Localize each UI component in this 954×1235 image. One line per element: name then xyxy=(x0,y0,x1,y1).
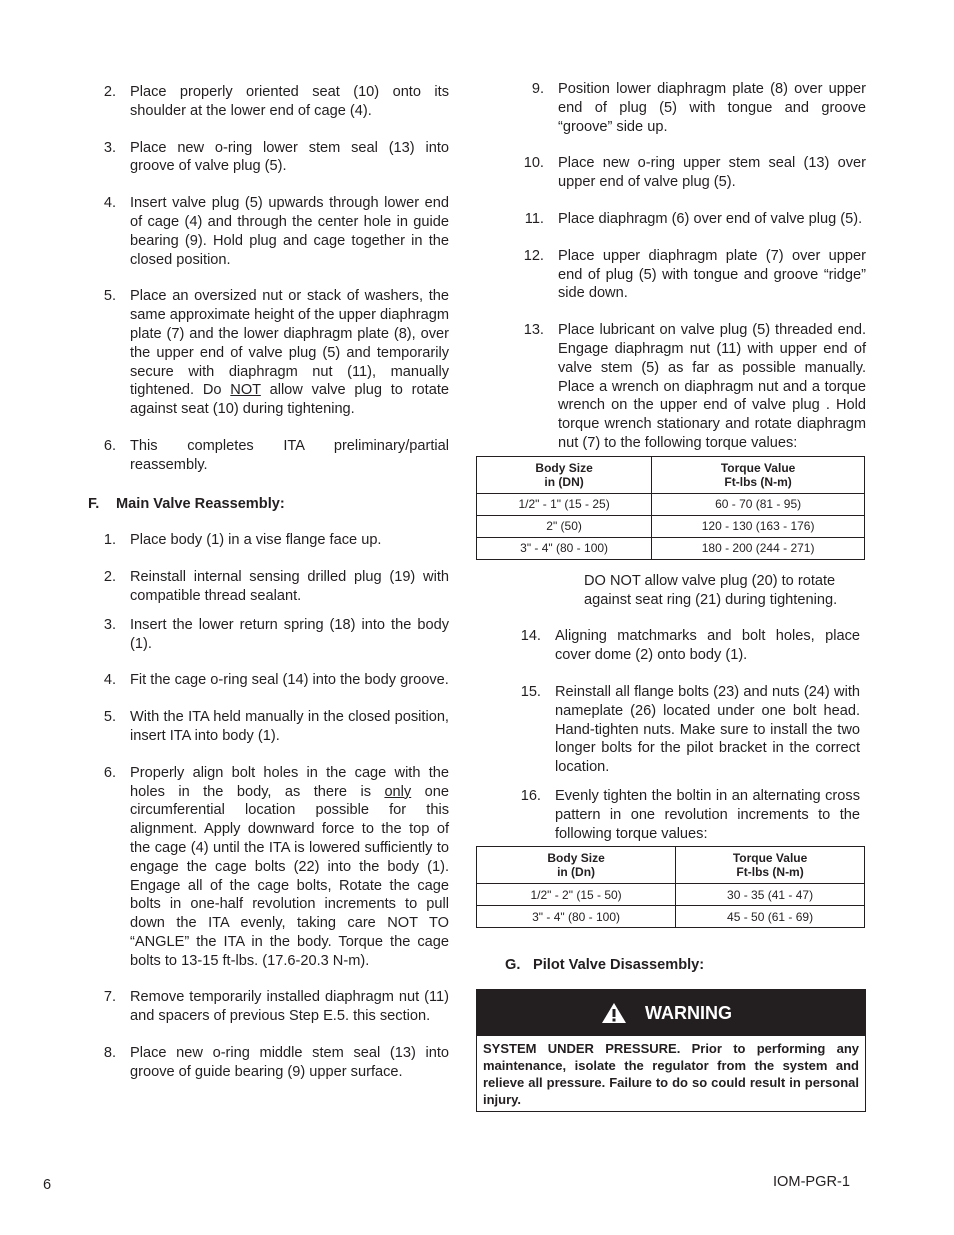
section-heading-g xyxy=(505,956,866,975)
header-text: Torque Value xyxy=(732,851,808,866)
item-text: Reinstall all flange bolts (23) and nuts (24) with nameplate (26) located under one bolt head. Hand-tighten nuts. Make sure to install the two longer bolts for the pilot bracket in the correct location. xyxy=(555,683,860,776)
item-number: 16. xyxy=(520,787,541,804)
item-text: Insert the lower return spring (18) into the body (1). xyxy=(130,616,449,652)
table-cell: 120 - 130 (163 - 176) xyxy=(652,515,865,537)
item-text: Remove temporarily installed diaphragm nut (11) and spacers of previous Step E.5. this section. xyxy=(130,989,449,1025)
list-item xyxy=(476,154,866,192)
left-column xyxy=(88,83,449,1100)
list-item xyxy=(88,616,449,654)
list-item xyxy=(88,437,449,475)
warning-box xyxy=(476,989,866,1112)
item-number: 4. xyxy=(103,195,116,212)
item-text xyxy=(130,287,449,419)
item-text: Evenly tighten the boltin in an alternating cross pattern in one revolution increments to the following torque values: xyxy=(555,787,860,842)
header-text: Ft-lbs (N-m) xyxy=(736,865,804,880)
item-text-part: Properly align bolt holes in the cage with the holes in the body, as there is xyxy=(130,764,449,800)
item-text: This completes ITA preliminary/partial reassembly. xyxy=(130,437,449,473)
table-cell: 3" - 4" (80 - 100) xyxy=(477,537,652,559)
underlined-word: only xyxy=(384,783,412,800)
item-text: Place diaphragm (6) over end of valve plug (5). xyxy=(558,210,863,227)
table-cell: 30 - 35 (41 - 47) xyxy=(676,884,865,906)
item-text: Fit the cage o-ring seal (14) into the body groove. xyxy=(130,672,449,689)
header-text: in (Dn) xyxy=(557,865,596,880)
section-letter: G. xyxy=(505,957,521,974)
table-cell: 2" (50) xyxy=(477,515,652,537)
table-row xyxy=(477,906,865,928)
right-column xyxy=(476,80,866,1112)
item-text xyxy=(130,764,449,971)
item-text: Place upper diaphragm plate (7) over upper end of plug (5) with tongue and groove “ridge” side down. xyxy=(558,247,866,302)
warning-header xyxy=(477,990,865,1036)
item-text: Place new o-ring lower stem seal (13) into groove of valve plug (5). xyxy=(130,139,449,175)
list-item xyxy=(476,80,866,136)
section-letter: F. xyxy=(88,495,100,512)
table-header-row xyxy=(477,847,865,884)
page-number: 6 xyxy=(43,1177,52,1193)
table-header-torque xyxy=(652,456,865,493)
list-item xyxy=(476,683,866,777)
table-cell: 1/2" - 2" (15 - 50) xyxy=(477,884,676,906)
item-number: 13. xyxy=(523,322,544,339)
item-number: 7. xyxy=(103,989,116,1006)
header-text: Ft-lbs (N-m) xyxy=(724,474,792,489)
list-item xyxy=(88,988,449,1026)
table-row xyxy=(477,493,865,515)
item-number: 14. xyxy=(520,628,541,645)
table-header-body-size xyxy=(477,456,652,493)
table-header-row xyxy=(477,456,865,493)
item-number: 6. xyxy=(103,437,116,454)
warning-title: WARNING xyxy=(645,1002,732,1023)
item-text-part: allow valve plug to rotate against seat (10) during tightening. xyxy=(130,382,449,418)
item-text: Place body (1) in a vise flange face up. xyxy=(130,532,382,549)
item-number: 9. xyxy=(531,81,544,97)
section-title: Main Valve Reassembly: xyxy=(116,495,285,512)
section-title: Pilot Valve Disassembly: xyxy=(533,957,705,974)
torque-table-flange xyxy=(476,846,865,928)
list-item xyxy=(88,194,449,269)
header-text: Torque Value xyxy=(720,460,796,475)
item-number: 2. xyxy=(103,569,116,586)
item-number: 5. xyxy=(103,288,116,305)
table-row xyxy=(477,537,865,559)
list-item xyxy=(88,287,449,419)
item-number: 15. xyxy=(520,683,541,700)
section-heading-f xyxy=(88,495,449,514)
item-text: With the ITA held manually in the closed position, insert ITA into body (1). xyxy=(130,709,449,744)
item-number: 3. xyxy=(103,616,116,633)
table-cell: 3" - 4" (80 - 100) xyxy=(477,906,676,928)
list-item xyxy=(88,708,449,746)
list-item xyxy=(88,764,449,971)
list-item xyxy=(476,787,866,843)
item-text: Place new o-ring upper stem seal (13) over upper end of valve plug (5). xyxy=(558,155,866,191)
item-number: 3. xyxy=(103,139,116,156)
item-number: 1. xyxy=(103,532,116,549)
torque-table-diaphragm xyxy=(476,456,865,560)
list-item xyxy=(88,1044,449,1082)
table-cell: 45 - 50 (61 - 69) xyxy=(676,906,865,928)
item-number: 4. xyxy=(103,672,116,689)
item-text: Place new o-ring middle stem seal (13) into groove of guide bearing (9) upper surface. xyxy=(130,1045,449,1080)
table-cell: 180 - 200 (244 - 271) xyxy=(652,537,865,559)
list-item xyxy=(476,210,866,229)
warning-triangle-icon xyxy=(601,1002,627,1024)
document-id: IOM-PGR-1 xyxy=(773,1174,851,1190)
item-number: 11. xyxy=(524,210,544,227)
table-cell: 1/2" - 1" (15 - 25) xyxy=(477,493,652,515)
item-number: 2. xyxy=(103,84,116,100)
warning-text: SYSTEM UNDER PRESSURE. Prior to performing any maintenance, isolate the regulator from the system and relieve all pressure. Failure to do so could result in personal injury. xyxy=(483,1041,859,1108)
item-text: Position lower diaphragm plate (8) over upper end of plug (5) with tongue and groove “groove” side up. xyxy=(558,81,866,135)
item-text: Place lubricant on valve plug (5) threaded end. Engage diaphragm nut (11) with upper end of valve stem (5) as far as possible manually. Place a wrench on diaphragm nut and a torque wrench on the upper end of valve plug . Hold torque wrench stationary and rotate diaphragm nut (7) to the following torque values: xyxy=(558,322,866,451)
table-header-torque xyxy=(676,847,865,884)
table-row xyxy=(477,884,865,906)
item-number: 6. xyxy=(103,764,116,781)
item-text-part: Place an oversized nut or stack of washers, the same approximate height of the upper diaphragm plate (7) and the lower diaphragm plate (8), over the upper end of valve plug (5) and temporarily secure with diaphragm nut (11), manually tightened. Do xyxy=(130,288,449,399)
item-text: Insert valve plug (5) upwards through lower end of cage (4) and through the center hole in guide bearing (9). Hold plug and cage together in the closed position. xyxy=(130,195,449,268)
list-item xyxy=(88,139,449,177)
item-number: 5. xyxy=(103,709,116,726)
underlined-word: NOT xyxy=(230,382,261,399)
list-item xyxy=(88,568,449,606)
table-header-body-size xyxy=(477,847,676,884)
item-number: 12. xyxy=(523,247,544,264)
note-text: DO NOT allow valve plug (20) to rotate against seat ring (21) during tightening. xyxy=(584,572,838,608)
list-item xyxy=(476,627,866,665)
header-text: Body Size xyxy=(535,460,593,475)
item-text: Place properly oriented seat (10) onto its shoulder at the lower end of cage (4). xyxy=(130,84,449,119)
item-text: Reinstall internal sensing drilled plug (19) with compatible thread sealant. xyxy=(130,569,449,604)
list-item xyxy=(88,671,449,690)
table-row xyxy=(477,515,865,537)
item-text: Aligning matchmarks and bolt holes, place cover dome (2) onto body (1). xyxy=(555,628,860,664)
item-text-part: one circumferential location possible for this alignment. Apply downward force to the top of the cage (4) until the ITA is lowered sufficiently to engage the cage bolts (22) into the body (1). Engage all of the cage bolts, Rotate the cage bolts in one-half revolution increments to pull down the ITA evenly, taking care NOT TO “ANGLE” the ITA in the body. Torque the cage bolts to 13-15 ft-lbs. (17.6-20.3 N-m). xyxy=(130,783,450,969)
list-item xyxy=(476,321,866,453)
list-item xyxy=(88,531,449,550)
table-cell: 60 - 70 (81 - 95) xyxy=(652,493,865,515)
list-item xyxy=(476,247,866,303)
item-number: 10. xyxy=(523,155,544,172)
header-text: Body Size xyxy=(547,851,605,866)
header-text: in (DN) xyxy=(544,474,584,489)
item-number: 8. xyxy=(103,1045,116,1062)
list-item xyxy=(88,83,449,121)
